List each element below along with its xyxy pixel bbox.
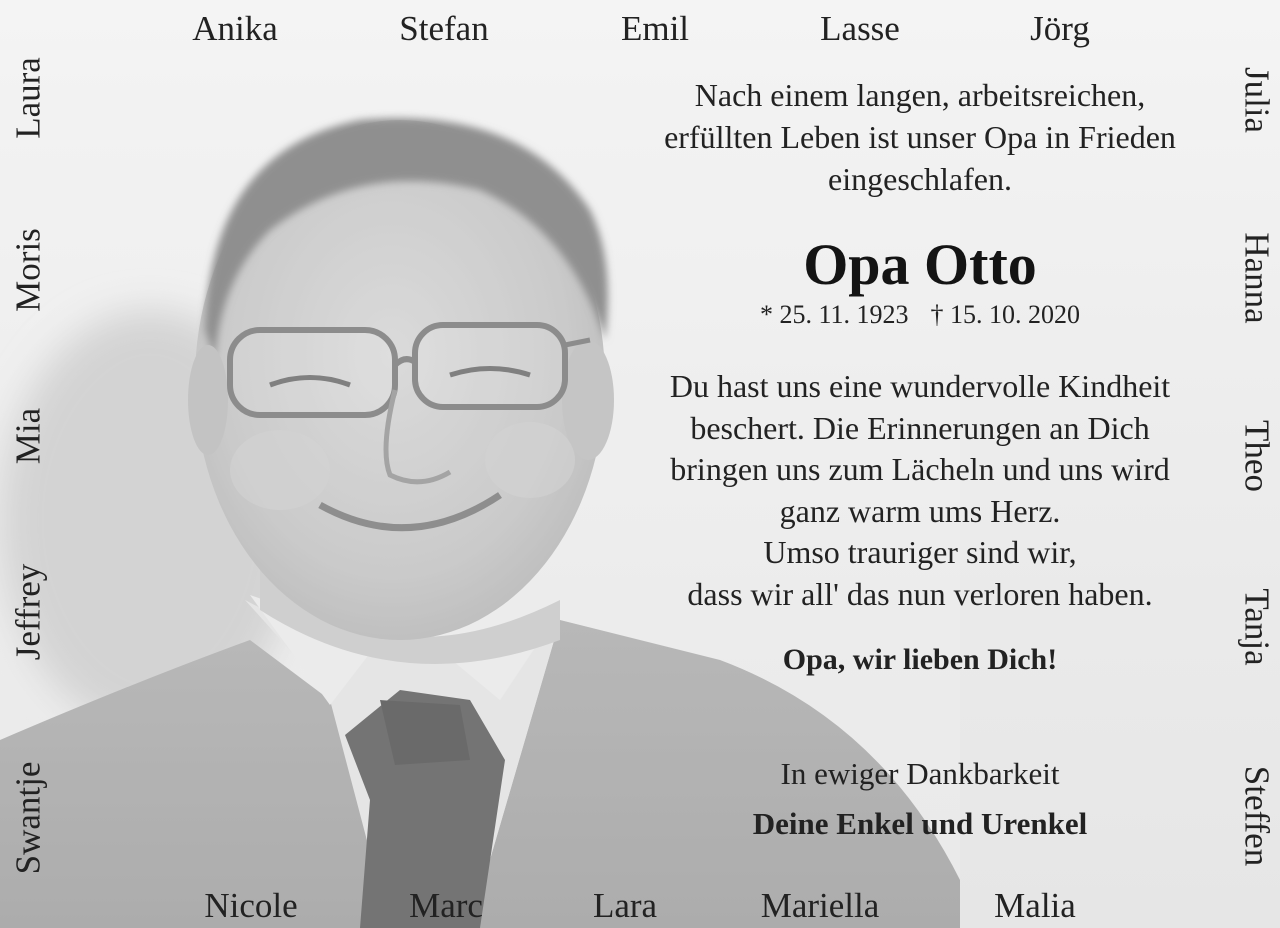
name-top-1: Anika — [192, 9, 278, 48]
name-left-1: Laura — [8, 57, 48, 139]
name-bottom-5: Malia — [994, 886, 1076, 925]
name-bottom-4: Mariella — [760, 886, 880, 925]
name-top-5: Jörg — [1030, 9, 1090, 48]
name-right-3: Theo — [1237, 420, 1277, 492]
memorial-text — [600, 366, 1240, 615]
life-dates — [600, 298, 1240, 332]
deceased-name: Opa Otto — [803, 232, 1037, 297]
name-left-3: Mia — [8, 407, 48, 465]
name-right-1: Julia — [1237, 66, 1277, 134]
intro-line: erfüllten Leben ist unser Opa in Frieden — [664, 119, 1176, 155]
thanks-line: In ewiger Dankbarkeit — [780, 756, 1060, 791]
signature-line: Deine Enkel und Urenkel — [752, 806, 1088, 841]
name-left-2: Moris — [8, 228, 48, 312]
intro-line: eingeschlafen. — [828, 161, 1012, 197]
memorial-line: Du hast uns eine wundervolle Kindheit — [669, 368, 1171, 404]
name-bottom-1: Nicole — [204, 886, 298, 925]
name-right-5: Steffen — [1237, 765, 1277, 867]
name-top-3: Emil — [620, 9, 690, 48]
memorial-line: ganz warm ums Herz. — [779, 492, 1061, 529]
name-bottom-2: Marc — [409, 886, 483, 925]
memorial-line: Umso trauriger sind wir, — [763, 534, 1077, 570]
name-right-2: Hanna — [1237, 232, 1277, 324]
memorial-line: bringen uns zum Lächeln und uns wird — [670, 451, 1170, 487]
name-left-5: Swantje — [8, 761, 48, 875]
intro-text — [600, 74, 1240, 200]
name-right-4: Tanja — [1237, 588, 1277, 666]
name-bottom-3: Lara — [592, 886, 658, 925]
death-date: † 15. 10. 2020 — [930, 300, 1081, 329]
memorial-line: dass wir all' das nun verloren haben. — [687, 575, 1153, 612]
intro-line: Nach einem langen, arbeitsreichen, — [694, 77, 1146, 113]
birth-date: * 25. 11. 1923 — [759, 300, 909, 329]
love-statement: Opa, wir lieben Dich! — [782, 643, 1058, 676]
memorial-line: beschert. Die Erinnerungen an Dich — [690, 409, 1150, 446]
name-left-4: Jeffrey — [8, 563, 48, 661]
name-top-2: Stefan — [399, 9, 489, 48]
name-top-4: Lasse — [820, 9, 900, 48]
